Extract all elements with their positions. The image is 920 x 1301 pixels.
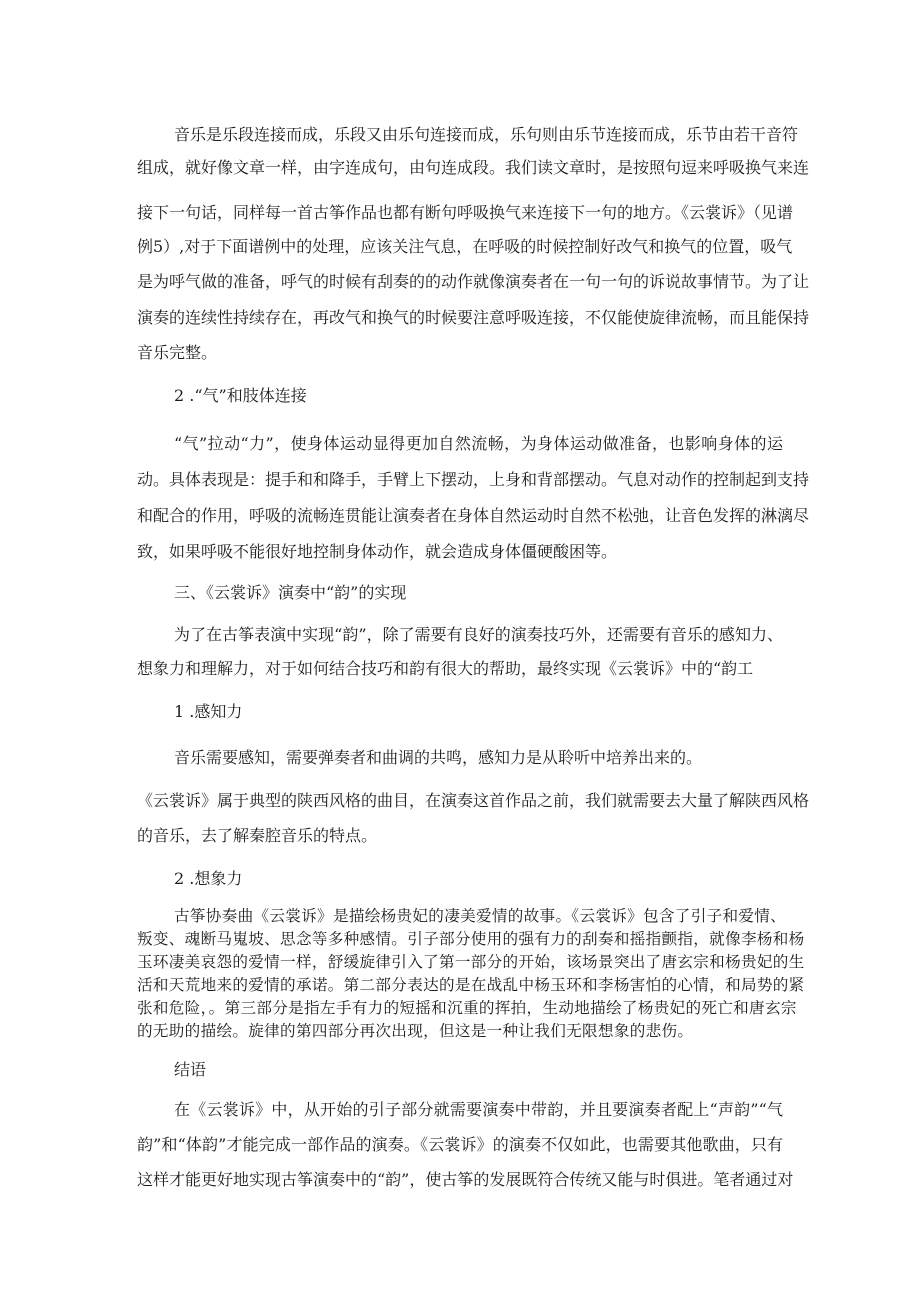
paragraph-1-line-3: 接下一句话，同样每一首古筝作品也都有断句呼吸换气来连接下一句的地方。《云裳诉》（见谱 xyxy=(137,203,794,222)
paragraph-1-line-1: 音乐是乐段连接而成，乐段又由乐句连接而成，乐句则由乐节连接而成，乐节由若干音符 xyxy=(174,125,799,144)
paragraph-6-line-2: 韵”和“体韵”才能完成一部作品的演奏。《云裳诉》的演奏不仅如此，也需要其他歌曲，只有 xyxy=(137,1135,783,1154)
paragraph-2-line-2: 动。具体表现是：提手和和降手，手臂上下摆动，上身和背部摆动。气息对动作的控制起到支持 xyxy=(137,470,810,489)
paragraph-3-line-2: 想象力和理解力，对于如何结合技巧和韵有很大的帮助，最终实现《云裳诉》中的“韵工 xyxy=(137,659,754,678)
paragraph-4-line-3: 的音乐，去了解秦腔音乐的特点。 xyxy=(137,826,378,845)
paragraph-1-line-4: 例5）,对于下面谱例中的处理，应该关注气息，在呼吸的时候控制好改气和换气的位置，吸气 xyxy=(137,237,793,256)
heading-qi-and-body: 2 .“气”和肢体连接 xyxy=(174,386,307,405)
paragraph-1-line-2: 组成，就好像文章一样，由字连成句，由句连成段。我们读文章时，是按照句逗来呼吸换气来连 xyxy=(137,158,810,177)
paragraph-6-line-3: 这样才能更好地实现古筝演奏中的“韵”，使古筝的发展既符合传统又能与时俱进。笔者通过对 xyxy=(137,1170,794,1189)
paragraph-2-line-3: 和配合的作用，呼吸的流畅连贯能让演奏者在身体自然运动时自然不松弛，让音色发挥的淋漓尽 xyxy=(137,506,810,525)
paragraph-2-line-1: “气”拉动“力”，使身体运动显得更加自然流畅，为身体运动做准备，也影响身体的运 xyxy=(174,434,783,453)
paragraph-5-line-4: 活和天荒地来的爱情的承诺。第二部分表达的是在战乱中杨玉环和李杨害怕的心情，和局势的紧 xyxy=(137,976,805,994)
paragraph-4-line-2: 《云裳诉》属于典型的陕西风格的曲目，在演奏这首作品之前，我们就需要去大量了解陕西风格 xyxy=(137,791,810,810)
paragraph-5-line-2: 叛变、魂断马嵬坡、思念等多种感情。引子部分使用的强有力的刮奏和摇指颤指，就像李杨和杨 xyxy=(137,930,805,948)
paragraph-1-line-6: 演奏的连续性持续存在，再改气和换气的时候要注意呼吸连接，不仅能使旋律流畅，而且能保持 xyxy=(137,308,810,327)
paragraph-4-line-1: 音乐需要感知，需要弹奏者和曲调的共鸣，感知力是从聆听中培养出来的。 xyxy=(174,748,703,767)
paragraph-1-line-5: 是为呼气做的准备，呼气的时候有刮奏的的动作就像演奏者在一句一句的诉说故事情节。为了让 xyxy=(137,272,810,291)
paragraph-5-line-6: 的无助的描绘。旋律的第四部分再次出现，但这是一种让我们无限想象的悲伤。 xyxy=(137,1022,694,1040)
heading-imagination: 2 .想象力 xyxy=(174,869,243,888)
paragraph-6-line-1: 在《云裳诉》中，从开始的引子部分就需要演奏中带韵，并且要演奏者配上“声韵”“气 xyxy=(174,1100,783,1119)
paragraph-3-line-1: 为了在古筝表演中实现“韵”，除了需要有良好的演奏技巧外，还需要有音乐的感知力、 xyxy=(174,625,783,644)
paragraph-1-line-7: 音乐完整。 xyxy=(137,343,218,362)
paragraph-5-line-3: 玉环凄美哀怨的爱情一样，舒缓旋律引入了第一部分的开始，该场景突出了唐玄宗和杨贵妃的生 xyxy=(137,953,805,971)
paragraph-5-line-5: 张和危险，。第三部分是指左手有力的短摇和沉重的挥拍，生动地描绘了杨贵妃的死亡和唐玄宗 xyxy=(137,999,797,1017)
paragraph-5-line-1: 古筝协奏曲《云裳诉》是描绘杨贵妃的凄美爱情的故事。《云裳诉》包含了引子和爱情、 xyxy=(174,907,787,925)
heading-perception: 1 .感知力 xyxy=(174,702,243,721)
heading-conclusion: 结语 xyxy=(174,1060,207,1079)
paragraph-2-line-4: 致，如果呼吸不能很好地控制身体动作，就会造成身体僵硬酸困等。 xyxy=(137,542,618,561)
section-3-heading: 三、《云裳诉》演奏中“韵”的实现 xyxy=(174,583,407,602)
